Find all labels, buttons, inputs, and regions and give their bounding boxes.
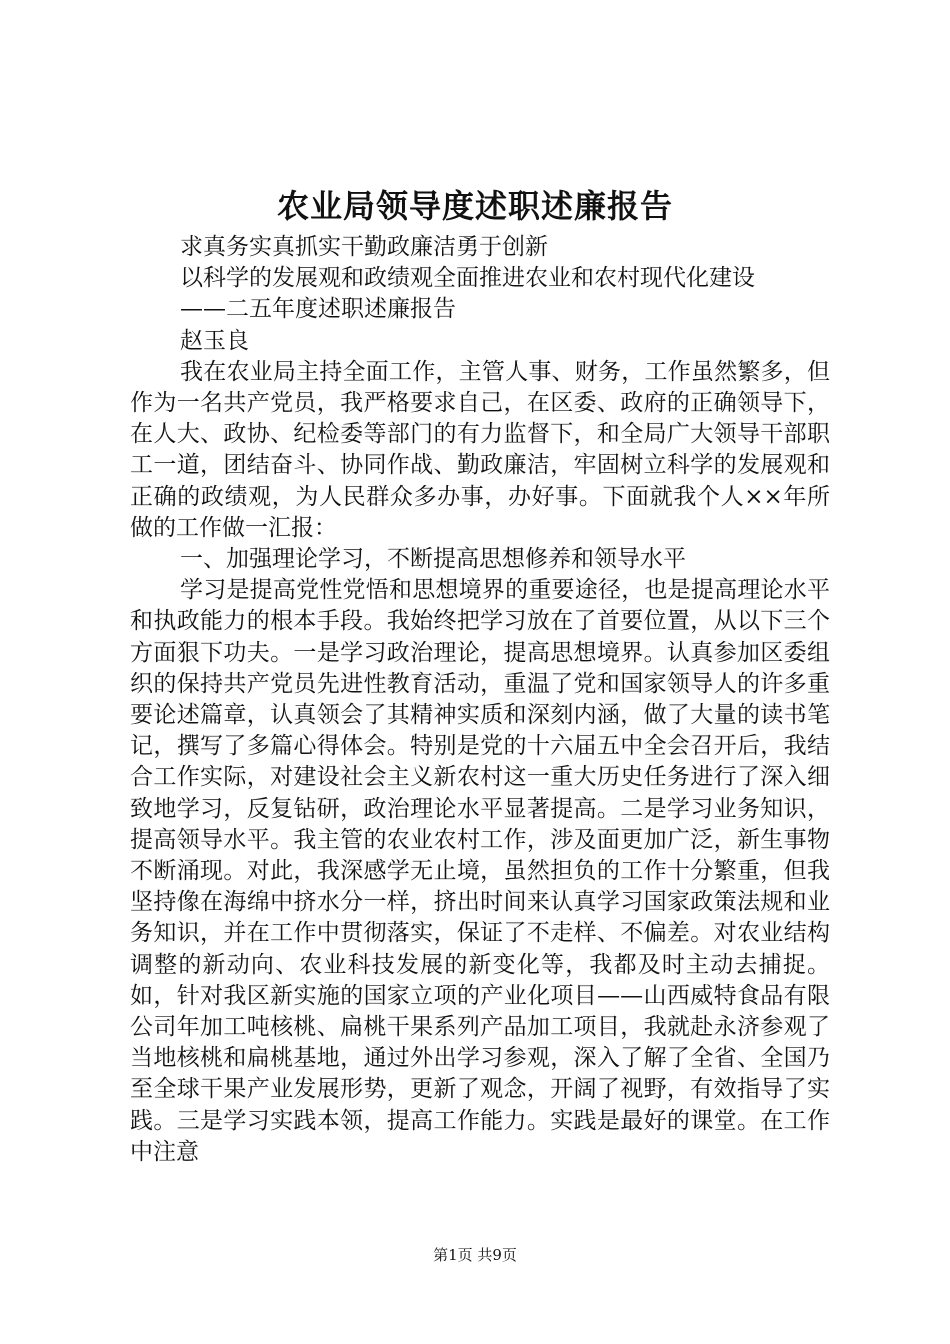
body-paragraph: 我在农业局主持全面工作，主管人事、财务，工作虽然繁多，但作为一名共产党员，我严格要求自己，在区委、政府的正确领导下，在人大、政协、纪检委等部门的有力监督下，和全局广大领导干部职工一道，团结奋斗、协同作战、勤政廉洁，牢固树立科学的发展观和正确的政绩观，为人民群众多办事，办好事。下面就我个人××年所做的工作做一汇报：: [130, 358, 830, 541]
document-title: 农业局领导度述职述廉报告: [276, 187, 673, 225]
author-name: 赵玉良: [180, 327, 249, 354]
body-paragraph: 学习是提高党性党悟和思想境界的重要途径，也是提高理论水平和执政能力的根本手段。我始终把学习放在了首要位置，从以下三个方面狠下功夫。一是学习政治理论，提高思想境界。认真参加区委组织的保持共产党员先进性教育活动，重温了党和国家领导人的许多重要论述篇章，认真领会了其精神实质和深刻内涵，做了大量的读书笔记，撰写了多篇心得体会。特别是党的十六届五中全会召开后，我结合工作实际，对建设社会主义新农村这一重大历史任务进行了深入细致地学习，反复钻研，政治理论水平显著提高。二是学习业务知识，提高领导水平。我主管的农业农村工作，涉及面更加广泛，新生事物不断涌现。对此，我深感学无止境，虽然担负的工作十分繁重，但我坚持像在海绵中挤水分一样，挤出时间来认真学习国家政策法规和业务知识，并在工作中贯彻落实，保证了不走样、不偏差。对农业结构调整的新动向、农业科技发展的新变化等，我都及时主动去捕捉。如，针对我区新实施的国家立项的产业化项目——山西威特食品有限公司年加工吨核桃、扁桃干果系列产品加工项目，我就赴永济参观了当地核桃和扁桃基地，通过外出学习参观，深入了解了全省、全国乃至全球干果产业发展形势，更新了观念，开阔了视野，有效指导了实践。三是学习实践本领，提高工作能力。实践是最好的课堂。在工作中注意: [130, 577, 830, 1165]
section-heading: 一、加强理论学习，不断提高思想修养和领导水平: [180, 546, 686, 573]
subtitle-line-2: 以科学的发展观和政绩观全面推进农业和农村现代化建设: [180, 265, 755, 292]
subtitle-line-1: 求真务实真抓实干勤政廉洁勇于创新: [180, 234, 548, 260]
subtitle-line-3: ——二五年度述职述廉报告: [180, 296, 456, 323]
page-footer: 第1页 共9页: [433, 1246, 517, 1264]
document-body: [130, 232, 830, 1168]
